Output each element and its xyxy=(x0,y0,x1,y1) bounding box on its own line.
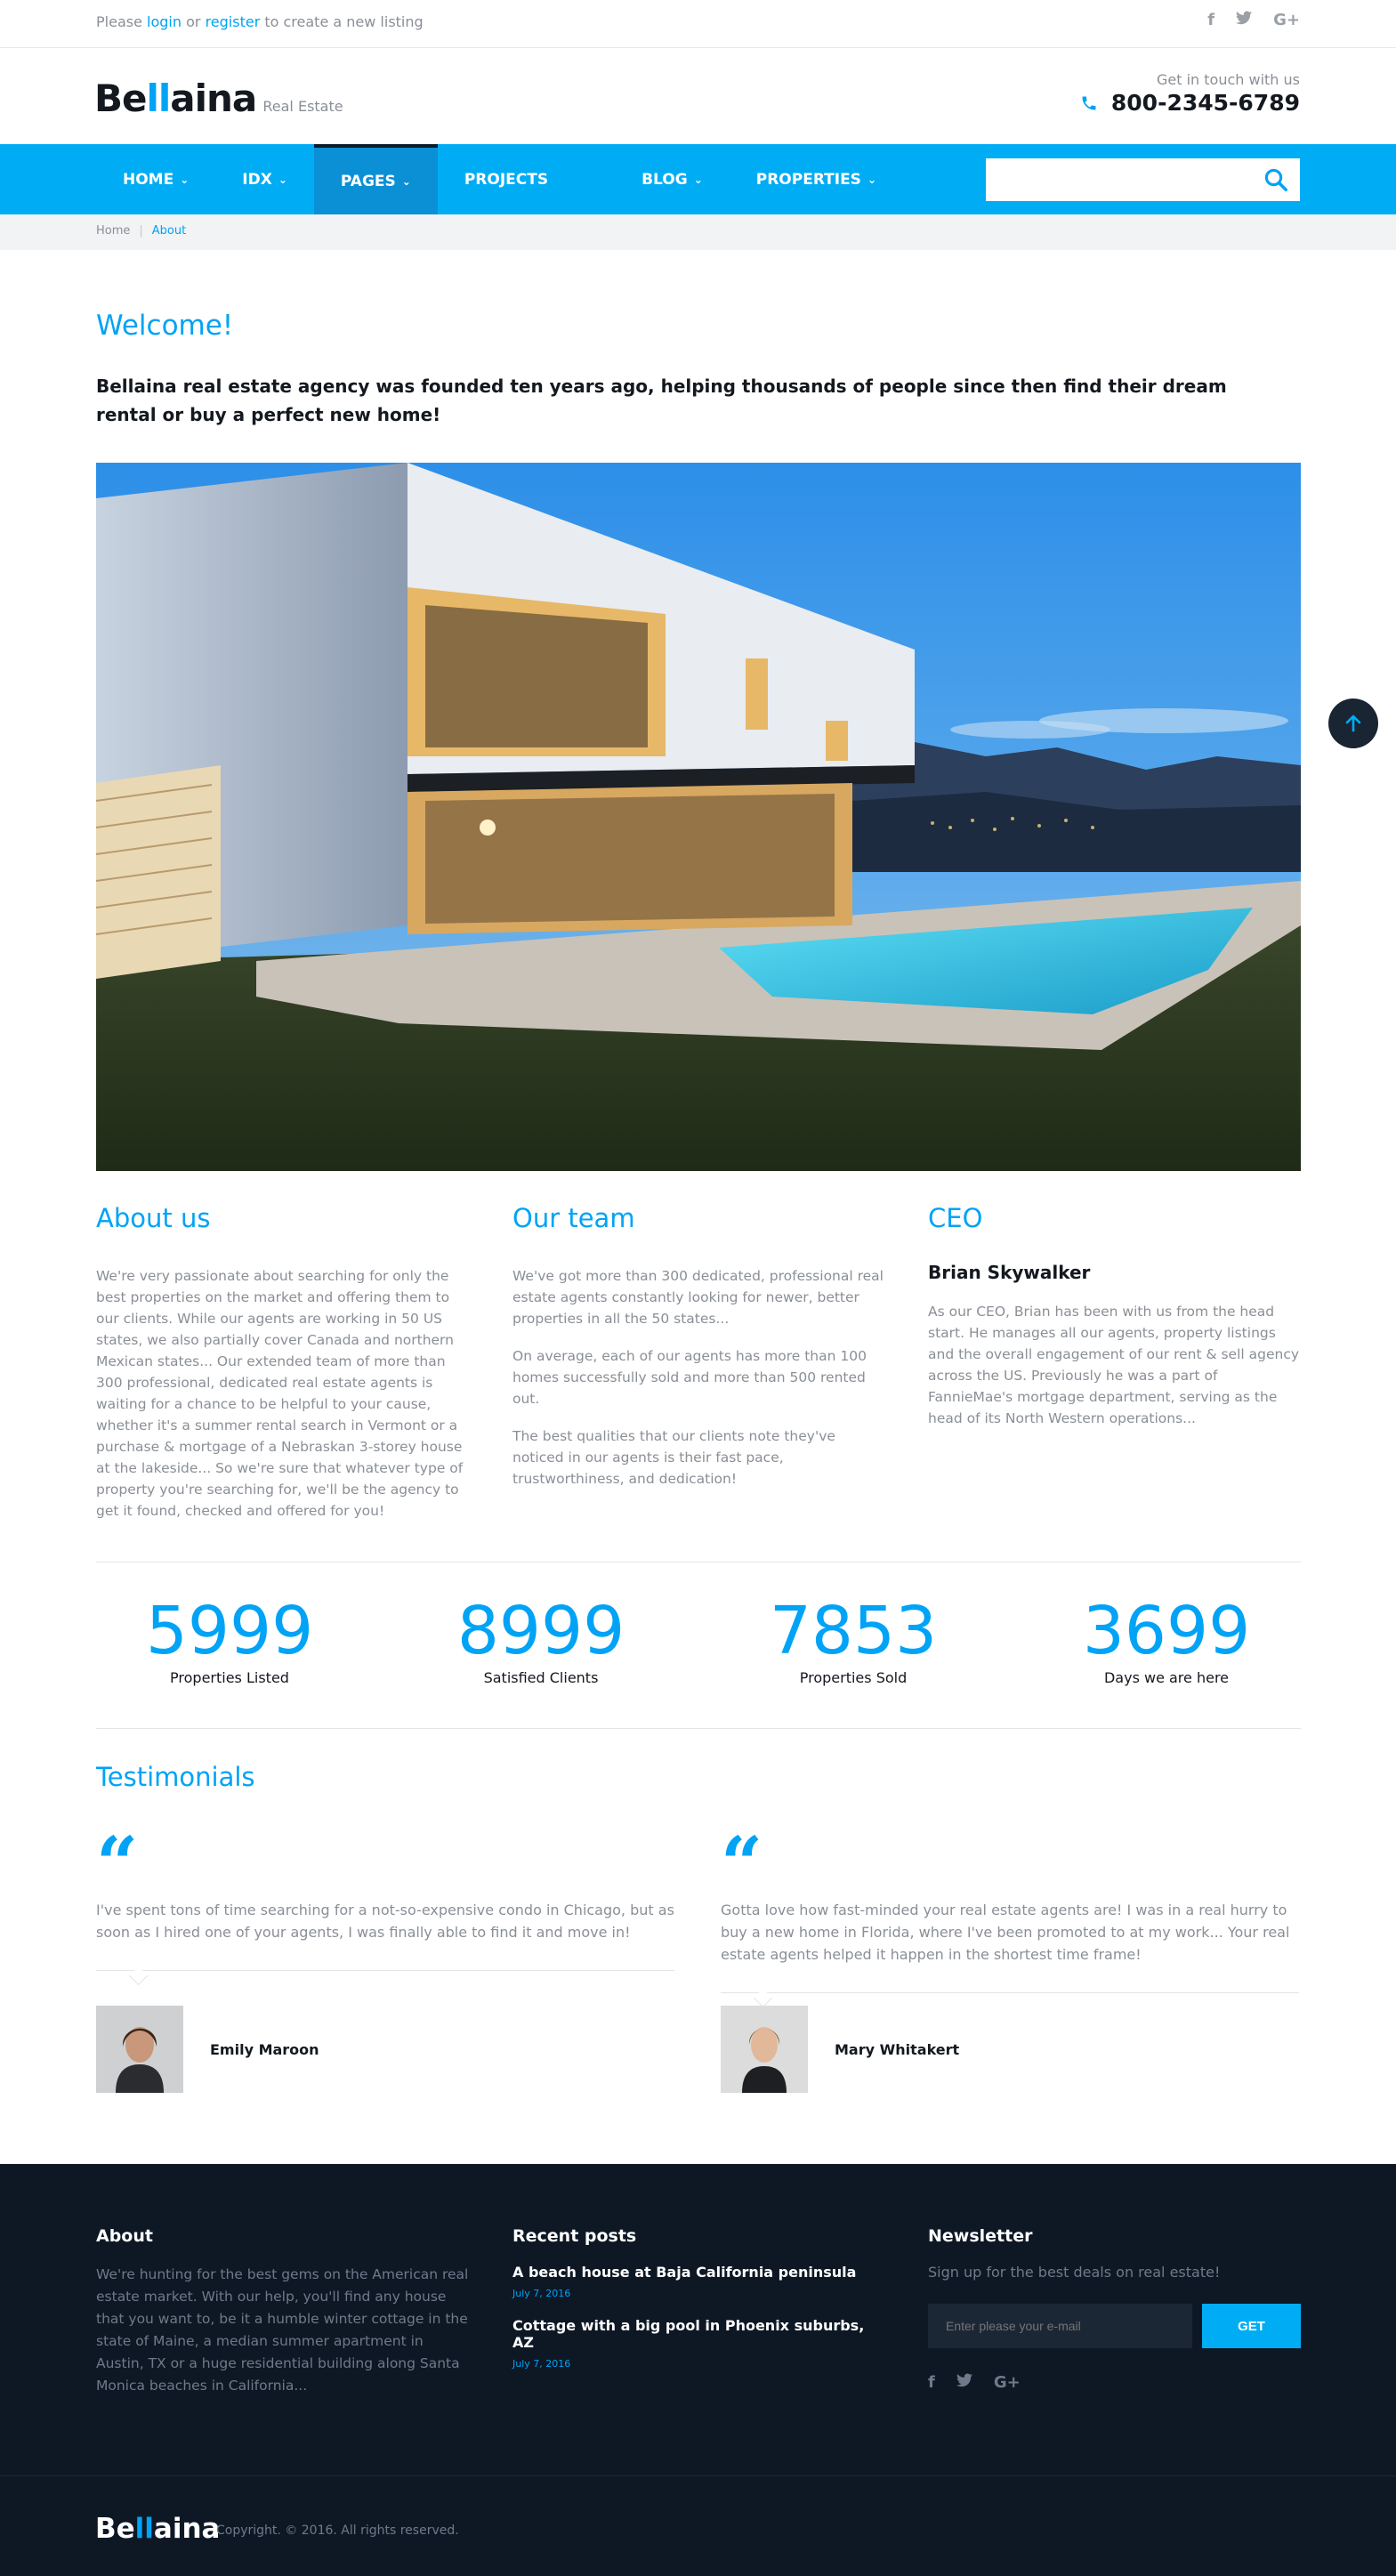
nav-label: PROJECTS xyxy=(464,170,549,189)
post-date: July 7, 2016 xyxy=(512,2358,571,2370)
footer-social-links xyxy=(928,2373,1302,2392)
logo-text-3: aina xyxy=(170,77,257,120)
stat-value: 8999 xyxy=(456,1593,625,1669)
footer-logo[interactable] xyxy=(95,2513,220,2545)
chevron-down-icon: ⌄ xyxy=(693,173,703,186)
search-icon[interactable] xyxy=(1263,166,1289,193)
chevron-down-icon: ⌄ xyxy=(180,173,190,186)
prompt-suffix: to create a new listing xyxy=(264,13,424,30)
chevron-down-icon: ⌄ xyxy=(867,173,876,186)
footer-recent-posts xyxy=(512,2226,886,2370)
main-nav xyxy=(0,144,1396,214)
author-name: Emily Maroon xyxy=(210,2040,319,2058)
contact-label: Get in touch with us xyxy=(1156,71,1300,88)
testimonial-author xyxy=(721,2006,959,2093)
logo-text-1: Be xyxy=(95,2513,135,2545)
nav-item-blog[interactable] xyxy=(615,144,730,214)
testimonial-author xyxy=(96,2006,319,2093)
stat-value: 7853 xyxy=(769,1593,938,1669)
stat-label: Properties Sold xyxy=(799,1669,908,1686)
top-social-links xyxy=(1207,11,1300,29)
phone-icon xyxy=(1080,90,1106,116)
hero-illustration xyxy=(96,463,1301,1171)
stat-satisfied-clients xyxy=(408,1593,674,1686)
arrow-up-icon xyxy=(1343,713,1364,734)
divider xyxy=(96,1728,1301,1729)
logo-text-1: Be xyxy=(94,77,147,120)
google-plus-icon[interactable]: G+ xyxy=(1273,11,1300,29)
newsletter-form xyxy=(928,2304,1302,2348)
testimonial-divider xyxy=(721,1992,1299,1993)
stat-label: Satisfied Clients xyxy=(483,1669,599,1686)
recent-post[interactable] xyxy=(512,2264,886,2299)
our-team-paragraph-1: We've got more than 300 dedicated, professional real estate agents constantly looking for newer, better properties in all the 50 states... xyxy=(512,1268,884,1327)
testimonial-text: Gotta love how fast-minded your real estate agents are! I was in a real hurry to buy a new home in Florida, where I've been promoted to at my work... Your real estate agents helped it happen in the shortest time frame! xyxy=(721,1902,1290,1963)
newsletter-text: Sign up for the best deals on real estate! xyxy=(928,2264,1221,2281)
logo-text-2: ll xyxy=(134,2513,154,2545)
quote-icon: “ xyxy=(96,1821,139,1907)
chevron-down-icon: ⌄ xyxy=(278,173,287,186)
facebook-icon[interactable]: f xyxy=(928,2373,935,2392)
post-date: July 7, 2016 xyxy=(512,2288,571,2299)
newsletter-title: Newsletter xyxy=(928,2226,1033,2246)
about-us-text: We're very passionate about searching for only the best properties on the market and offering them to our clients. While our agents are working in 50 US states, we also partially cover Canada and northern Mexican states... Our extended team of more than 300 professional, dedicated real estate agents is waiting for a chance to be helpful to your cause, whether it's a summer rental search in Vermont or a purchase & mortgage of a Nebraskan 3-storey house at the lakeside... So we're sure that whatever type of property you're searching for, we'll be the agency to get it found, checked and offered for you! xyxy=(96,1268,464,1519)
testimonial-card xyxy=(721,1821,1299,1993)
nav-label: PROPERTIES xyxy=(755,170,861,189)
stat-properties-sold xyxy=(720,1593,987,1686)
login-prompt xyxy=(96,13,424,30)
testimonial-text: I've spent tons of time searching for a not-so-expensive condo in Chicago, but as soon as I hired one of your agents, I was finally able to find it and move in! xyxy=(96,1902,674,1941)
nav-label: HOME xyxy=(123,170,174,189)
nav-menu xyxy=(96,144,903,214)
nav-item-idx[interactable] xyxy=(215,144,314,214)
testimonial-card xyxy=(96,1821,674,1971)
nav-item-home[interactable] xyxy=(96,144,215,214)
nav-item-pages[interactable] xyxy=(314,144,438,214)
copyright-text: Copyright. © 2016. All rights reserved. xyxy=(216,2524,459,2538)
login-link[interactable]: login xyxy=(147,13,182,30)
chevron-down-icon: ⌄ xyxy=(401,174,411,188)
logo-wordmark xyxy=(94,77,256,120)
stat-label: Days we are here xyxy=(1103,1669,1230,1686)
stat-label: Properties Listed xyxy=(170,1669,289,1686)
our-team-section xyxy=(512,1203,886,1490)
nav-item-projects[interactable] xyxy=(438,144,615,214)
nav-label: IDX xyxy=(242,170,272,189)
our-team-paragraph-3: The best qualities that our clients note they've noticed in our agents is their fast pace, trustworthiness, and dedication! xyxy=(512,1428,835,1487)
breadcrumb-current: About xyxy=(151,224,187,238)
search-input[interactable] xyxy=(986,158,1244,201)
search-box xyxy=(986,158,1300,201)
nav-label: BLOG xyxy=(642,170,688,189)
breadcrumb-separator: | xyxy=(139,224,143,238)
facebook-icon[interactable]: f xyxy=(1207,11,1215,29)
page-title: Welcome! xyxy=(96,310,234,342)
ceo-name: Brian Skywalker xyxy=(928,1262,1091,1283)
footer-newsletter xyxy=(928,2226,1302,2392)
prompt-or: or xyxy=(186,13,201,30)
footer-about xyxy=(96,2226,470,2397)
twitter-icon[interactable] xyxy=(1236,11,1252,29)
scroll-to-top-button[interactable] xyxy=(1328,699,1378,748)
breadcrumb xyxy=(0,214,1396,250)
recent-post[interactable] xyxy=(512,2317,886,2370)
phone-number[interactable] xyxy=(1080,90,1300,116)
ceo-title: CEO xyxy=(928,1203,983,1233)
stat-value: 3699 xyxy=(1082,1593,1251,1669)
avatar xyxy=(721,2006,808,2093)
about-us-title: About us xyxy=(96,1203,211,1233)
ceo-text: As our CEO, Brian has been with us from the head start. He manages all our agents, property listings and the overall engagement of our rent & sell agency across the US. Previously he was a part of FannieMae's mortgage department, serving as the head of its North Western operations... xyxy=(928,1304,1300,1426)
footer-divider xyxy=(0,2475,1396,2476)
our-team-paragraph-2: On average, each of our agents has more than 100 homes successfully sold and more than 500 rented out. xyxy=(512,1348,867,1407)
about-us-section xyxy=(96,1203,470,1522)
avatar xyxy=(96,2006,183,2093)
quote-icon: “ xyxy=(721,1821,763,1907)
site-logo[interactable] xyxy=(94,77,343,120)
stat-value: 5999 xyxy=(145,1593,314,1669)
email-field[interactable] xyxy=(928,2304,1192,2348)
welcome-text: Bellaina real estate agency was founded ten years ago, helping thousands of people since then find their dream rental or buy a perfect new home! xyxy=(96,375,1227,425)
site-footer xyxy=(0,2164,1396,2576)
stat-days-here xyxy=(1033,1593,1300,1686)
twitter-icon[interactable] xyxy=(956,2373,972,2392)
hero-house-image xyxy=(96,463,1301,1171)
logo-subtitle: Real Estate xyxy=(262,98,343,115)
logo-text-2: ll xyxy=(146,77,171,120)
footer-posts-title: Recent posts xyxy=(512,2226,637,2246)
post-title[interactable]: A beach house at Baja California peninsula xyxy=(512,2264,857,2281)
google-plus-icon[interactable]: G+ xyxy=(993,2373,1021,2392)
phone-text: 800-2345-6789 xyxy=(1110,90,1300,116)
author-name: Mary Whitakert xyxy=(835,2040,960,2058)
testimonial-divider xyxy=(96,1970,674,1971)
header-contact xyxy=(1080,71,1300,116)
testimonials-title: Testimonials xyxy=(96,1762,255,1792)
logo-text-3: aina xyxy=(153,2513,221,2545)
divider xyxy=(96,1562,1301,1563)
footer-about-text: We're hunting for the best gems on the American real estate market. With our help, you'll find any house that you want to, be it a humble winter cottage in the state of Maine, a median summer apartment in Austin, TX or a huge residential building along Santa Monica beaches in California... xyxy=(96,2266,469,2394)
ceo-section xyxy=(928,1203,1302,1429)
footer-about-title: About xyxy=(96,2226,153,2246)
our-team-title: Our team xyxy=(512,1203,635,1233)
register-link[interactable]: register xyxy=(205,13,261,30)
breadcrumb-home[interactable]: Home xyxy=(96,224,131,238)
nav-label: PAGES xyxy=(340,172,396,190)
stat-properties-listed xyxy=(96,1593,363,1686)
nav-item-properties[interactable] xyxy=(730,144,903,214)
top-bar xyxy=(0,0,1396,48)
get-button[interactable]: GET xyxy=(1202,2304,1301,2348)
prompt-prefix: Please xyxy=(96,13,142,30)
post-title[interactable]: Cottage with a big pool in Phoenix suburbs, AZ xyxy=(512,2317,865,2351)
